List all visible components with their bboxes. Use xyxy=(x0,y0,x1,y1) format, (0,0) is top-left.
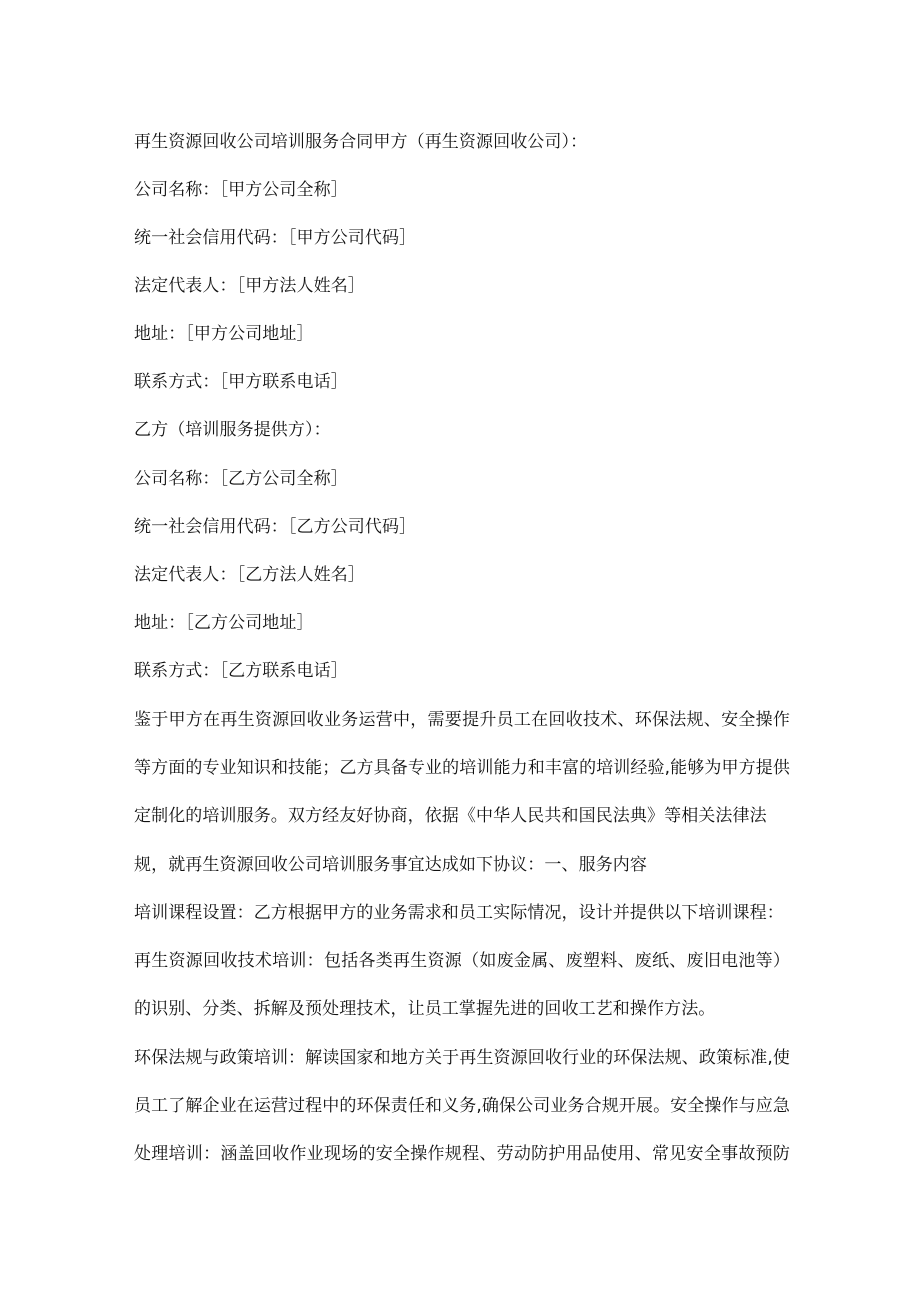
regulation-training-line-2: 员工了解企业在运营过程中的环保责任和义务,确保公司业务合规开展。安全操作与应急 xyxy=(134,1096,790,1116)
party-a-legal-representative: 法定代表人：［甲方法人姓名］ xyxy=(134,276,365,296)
party-b-contact: 联系方式：［乙方联系电话］ xyxy=(134,661,348,681)
party-b-address: 地址：［乙方公司地址］ xyxy=(134,613,314,633)
preamble-line-2: 等方面的专业知识和技能；乙方具备专业的培训能力和丰富的培训经验,能够为甲方提供 xyxy=(134,758,790,778)
safety-training-line: 处理培训：涵盖回收作业现场的安全操作规程、劳动防护用品使用、常见安全事故预防 xyxy=(134,1144,790,1164)
preamble-line-4: 规，就再生资源回收公司培训服务事宜达成如下协议：一、服务内容 xyxy=(134,855,647,875)
tech-training-line-1: 再生资源回收技术培训：包括各类再生资源（如废金属、废塑料、废纸、废旧电池等） xyxy=(134,951,790,971)
contract-title-line: 再生资源回收公司培训服务合同甲方（再生资源回收公司）： xyxy=(134,132,588,152)
preamble-line-3: 定制化的培训服务。双方经友好协商，依据《中华人民共和国民法典》等相关法律法 xyxy=(134,806,767,826)
party-b-credit-code: 统一社会信用代码：［乙方公司代码］ xyxy=(134,517,417,537)
preamble-line-1: 鉴于甲方在再生资源回收业务运营中，需要提升员工在回收技术、环保法规、安全操作 xyxy=(134,710,790,730)
party-a-address: 地址：［甲方公司地址］ xyxy=(134,324,314,344)
course-setup-line: 培训课程设置：乙方根据甲方的业务需求和员工实际情况，设计并提供以下培训课程： xyxy=(134,903,784,923)
regulation-training-line-1: 环保法规与政策培训：解读国家和地方关于再生资源回收行业的环保法规、政策标准,使 xyxy=(134,1048,790,1068)
party-a-company-name: 公司名称：［甲方公司全称］ xyxy=(134,180,348,200)
party-b-company-name: 公司名称：［乙方公司全称］ xyxy=(134,469,348,489)
party-b-heading: 乙方（培训服务提供方）： xyxy=(134,420,331,440)
party-a-credit-code: 统一社会信用代码：［甲方公司代码］ xyxy=(134,228,417,248)
tech-training-line-2: 的识别、分类、拆解及预处理技术，让员工掌握先进的回收工艺和操作方法。 xyxy=(134,999,716,1019)
party-a-contact: 联系方式：［甲方联系电话］ xyxy=(134,372,348,392)
party-b-legal-representative: 法定代表人：［乙方法人姓名］ xyxy=(134,565,365,585)
